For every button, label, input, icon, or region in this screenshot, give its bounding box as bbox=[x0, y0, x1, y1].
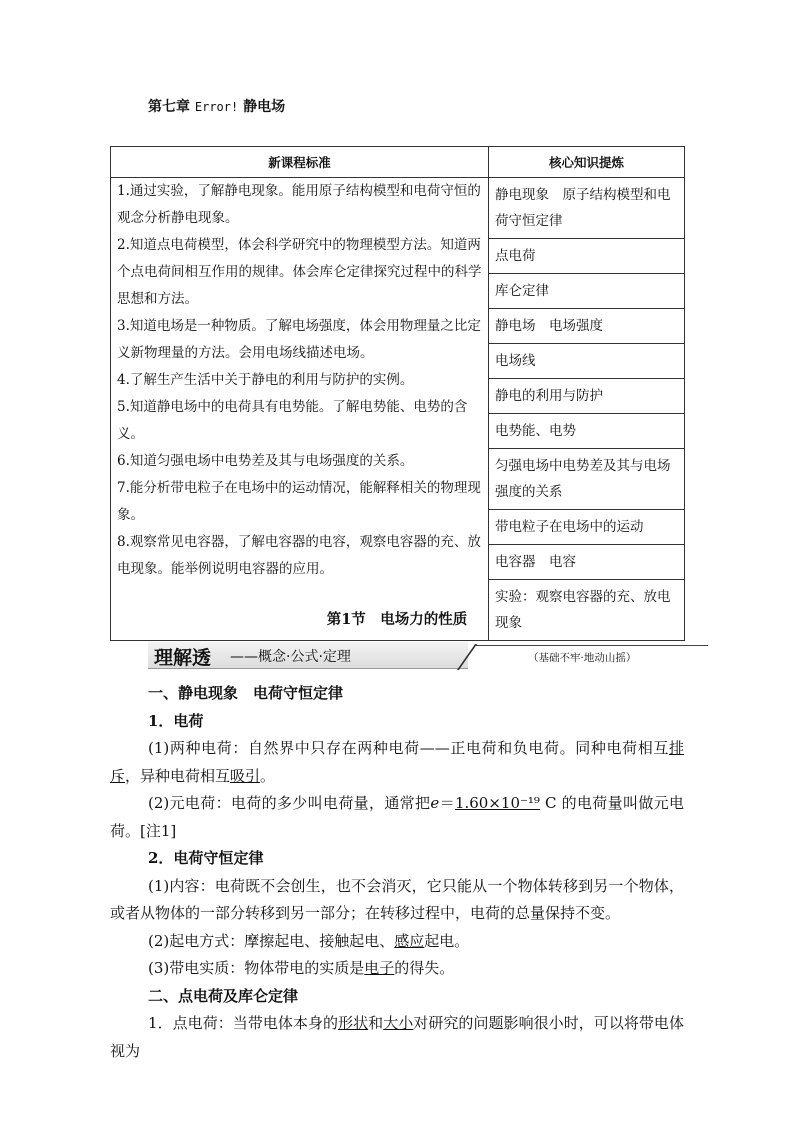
banner-title: 理解透 bbox=[154, 647, 212, 669]
answer-blank: 感应 bbox=[394, 931, 425, 950]
knowledge-cell: 静电现象 原子结构模型和电荷守恒定律 bbox=[489, 178, 685, 239]
text-run: 的得失。 bbox=[394, 959, 455, 977]
text-run: C 的电荷量叫做元电荷。[注1] bbox=[110, 794, 685, 840]
knowledge-cell: 匀强电场中电势差及其与电场强度的关系 bbox=[489, 449, 685, 510]
paragraph bbox=[110, 790, 684, 845]
table-header-row bbox=[111, 147, 685, 178]
knowledge-cell: 库仑定律 bbox=[489, 274, 685, 309]
knowledge-cell: 带电粒子在电场中的运动 bbox=[489, 510, 685, 545]
heading-level2: 2．电荷守恒定律 bbox=[148, 849, 264, 867]
heading-level2: 1．电荷 bbox=[148, 711, 204, 730]
knowledge-cell: 静电的利用与防护 bbox=[489, 379, 685, 414]
answer-blank: 大小 bbox=[383, 1014, 414, 1032]
banner-subtitle: ——概念·公式·定理 bbox=[230, 649, 351, 665]
standard-item: 8.观察常见电容器，了解电容器的电容，观察电容器的充、放电现象。能举例说明电容器的应用。 bbox=[117, 534, 481, 577]
table-header: 核心知识提炼 bbox=[489, 147, 685, 178]
answer-blank: 排斥 bbox=[110, 739, 684, 785]
paragraph bbox=[110, 1010, 684, 1065]
section-banner bbox=[148, 642, 708, 672]
paragraph bbox=[110, 928, 684, 956]
text-run: ＝ bbox=[439, 794, 455, 812]
paragraph bbox=[110, 735, 684, 790]
text-run: 。 bbox=[260, 766, 276, 785]
table-row bbox=[111, 178, 685, 239]
banner-rule bbox=[474, 645, 708, 646]
knowledge-cell: 电容器 电容 bbox=[489, 545, 685, 580]
heading-level1: 二、点电荷及库仑定律 bbox=[148, 986, 299, 1005]
standard-item: 4.了解生产生活中关于静电的利用与防护的实例。 bbox=[117, 372, 414, 388]
content-body bbox=[110, 680, 684, 1065]
standard-item: 3.知道电场是一种物质。了解电场强度，体会用物理量之比定义新物理量的方法。会用电场线描述电场。 bbox=[117, 318, 481, 361]
curriculum-table bbox=[110, 146, 685, 641]
text-run: 和 bbox=[368, 1014, 384, 1032]
chapter-name: 静电场 bbox=[243, 99, 286, 115]
answer-blank: 形状 bbox=[338, 1014, 369, 1032]
answer-blank: 1.60×10⁻¹⁹ bbox=[454, 794, 540, 812]
section-title: 第1节 电场力的性质 bbox=[326, 611, 468, 628]
text-run: (2)起电方式：摩擦起电、接触起电、 bbox=[148, 931, 395, 950]
standard-item: 7.能分析带电粒子在电场中的运动情况，能解释相关的物理现象。 bbox=[117, 480, 481, 523]
text-run: (2)元电荷：电荷的多少叫电荷量，通常把 bbox=[148, 794, 431, 812]
standards-cell bbox=[111, 178, 489, 641]
paragraph bbox=[110, 955, 684, 983]
knowledge-cell: 静电场 电场强度 bbox=[489, 309, 685, 344]
knowledge-cell: 点电荷 bbox=[489, 239, 685, 274]
standard-item: 6.知道匀强电场中电势差及其与电场强度的关系。 bbox=[117, 453, 414, 469]
chapter-title bbox=[148, 96, 285, 116]
standard-item: 1.通过实验，了解静电现象。能用原子结构模型和电荷守恒的观念分析静电现象。 bbox=[117, 183, 481, 226]
symbol-e: e bbox=[430, 794, 440, 812]
heading-level1: 一、静电现象 电荷守恒定律 bbox=[148, 684, 344, 702]
answer-blank: 吸引 bbox=[230, 766, 261, 785]
text-run: (3)带电实质：物体带电的实质是 bbox=[148, 959, 365, 977]
text-run: ，异种电荷相互 bbox=[125, 766, 231, 785]
paragraph: (1)内容：电荷既不会创生，也不会消灭，它只能从一个物体转移到另一个物体，或者从物体的一部分转移到另一部分；在转移过程中，电荷的总量保持不变。 bbox=[110, 876, 684, 922]
table-header: 新课程标准 bbox=[111, 147, 489, 178]
knowledge-cell: 电场线 bbox=[489, 344, 685, 379]
chapter-prefix: 第七章 bbox=[148, 99, 190, 115]
chapter-error-field: Error! bbox=[194, 100, 239, 114]
text-run: 1．点电荷：当带电体本身的 bbox=[148, 1014, 339, 1032]
standard-item: 2.知道点电荷模型，体会科学研究中的物理模型方法。知道两个点电荷间相互作用的规律。体会库仑定律探究过程中的科学思想和方法。 bbox=[117, 237, 482, 307]
text-run: 对研究的问题影响很小时，可以将带电体视为 bbox=[110, 1014, 684, 1060]
knowledge-cell: 实验：观察电容器的充、放电现象 bbox=[489, 580, 685, 641]
text-run: 起电。 bbox=[424, 931, 470, 950]
text-run: (1)两种电荷：自然界中只存在两种电荷——正电荷和负电荷。同种电荷相互 bbox=[148, 739, 669, 757]
standard-item: 5.知道静电场中的电荷具有电势能。了解电势能、电势的含义。 bbox=[117, 399, 468, 442]
knowledge-cell: 电势能、电势 bbox=[489, 414, 685, 449]
answer-blank: 电子 bbox=[364, 959, 395, 977]
banner-hint: （基础不牢·地动山摇） bbox=[528, 652, 637, 664]
